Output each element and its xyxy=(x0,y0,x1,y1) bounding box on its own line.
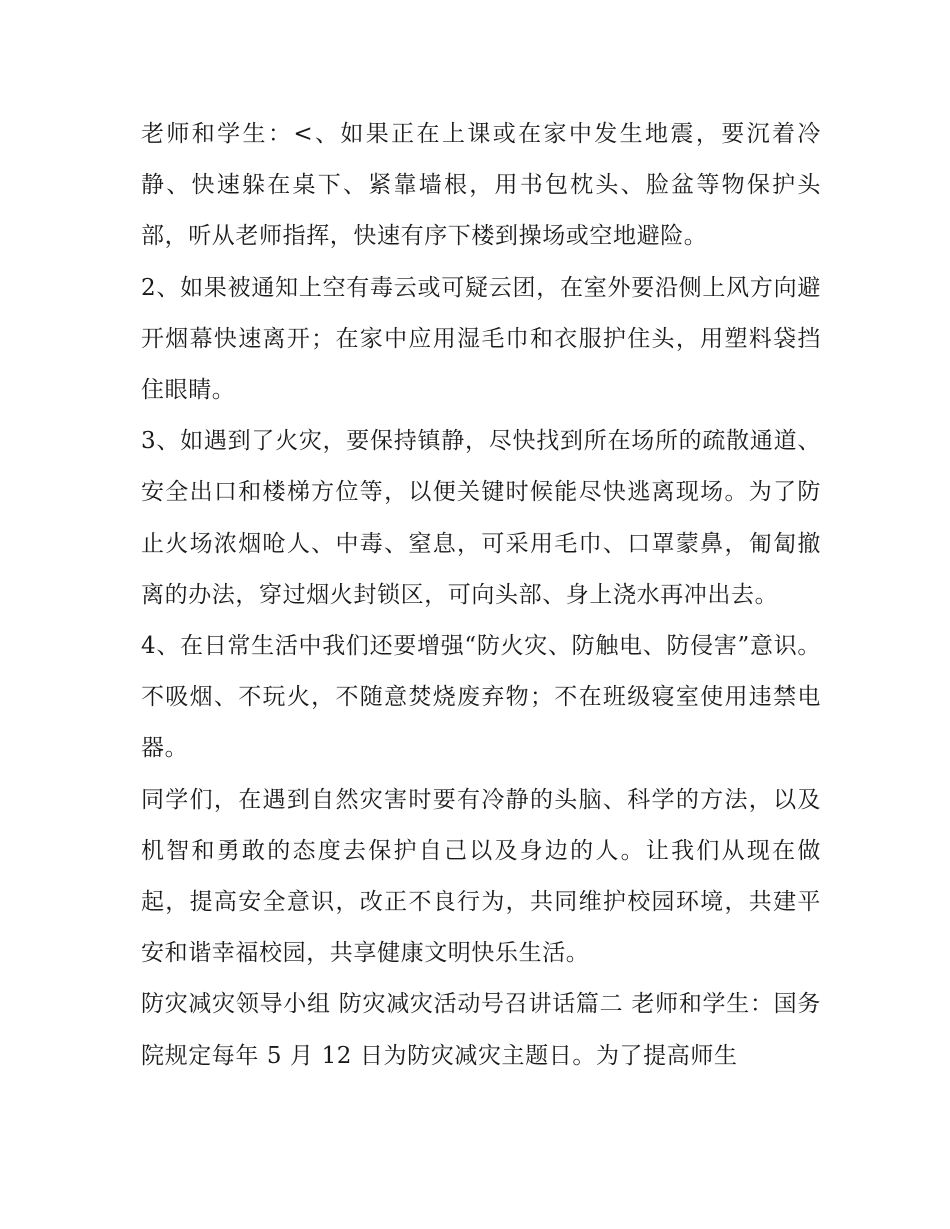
paragraph-toxic-cloud: 2、如果被通知上空有毒云或可疑云团，在室外要沿侧上风方向避开烟幕快速离开；在家中应用湿毛巾和衣服护住头，用塑料袋挡住眼睛。 xyxy=(141,274,821,404)
paragraph-fire: 3、如遇到了火灾，要保持镇静，尽快找到所在场所的疏散通道、安全出口和楼梯方位等，以便关键时候能尽快逃离现场。为了防止火场浓烟呛人、中毒、窒息，可采用毛巾、口罩蒙鼻，匍匐撤离的办法，穿过烟火封锁区，可向头部、身上浇水再冲出去。 xyxy=(141,428,821,608)
paragraph-daily-safety: 4、在日常生活中我们还要增强“防火灾、防触电、防侵害”意识。不吸烟、不玩火，不随意焚烧废弃物；不在班级寝室使用违禁电器。 xyxy=(141,633,821,762)
paragraph-call-to-action: 同学们，在遇到自然灾害时要有冷静的头脑、科学的方法，以及机智和勇敢的态度去保护自己以及身边的人。让我们从现在做起，提高安全意识，改正不良行为，共同维护校园环境，共建平安和谐幸福校园，共享健康文明快乐生活。 xyxy=(141,786,821,967)
paragraph-part-two-intro: 防灾减灾领导小组 防灾减灾活动号召讲话篇二 老师和学生：国务院规定每年 5 月 12 日为防灾减灾主题日。为了提高师生 xyxy=(141,991,821,1069)
paragraph-earthquake: 老师和学生：<、如果正在上课或在家中发生地震，要沉着冷静、快速躲在桌下、紧靠墙根，用书包枕头、脸盆等物保护头部，听从老师指挥，快速有序下楼到操场或空地避险。 xyxy=(141,121,821,250)
document-body xyxy=(141,109,821,1082)
